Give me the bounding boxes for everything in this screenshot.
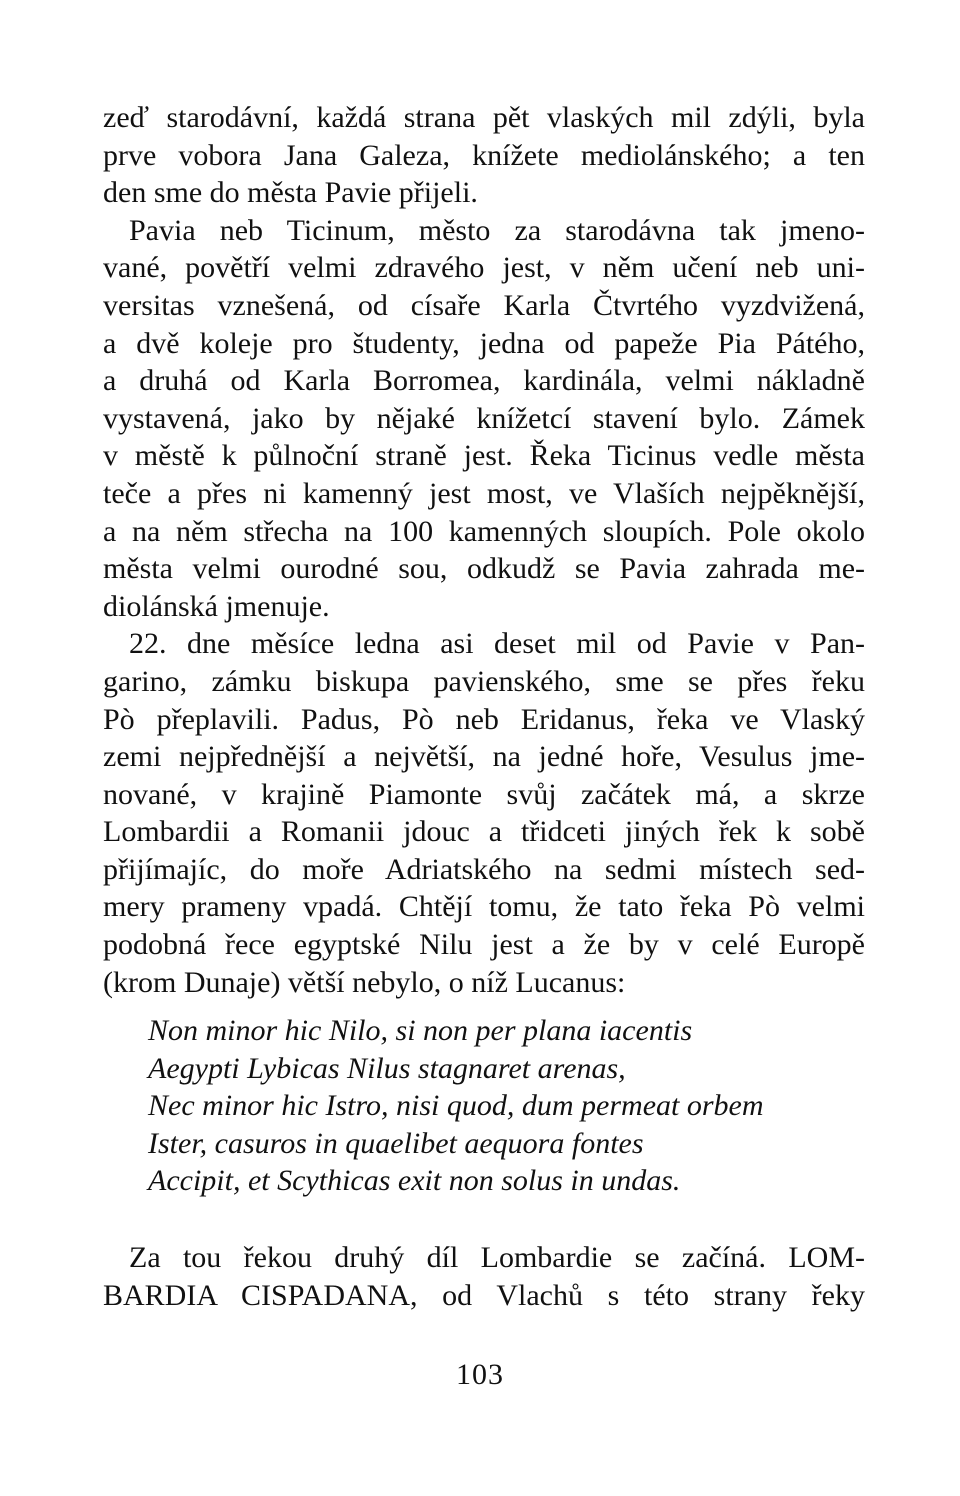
- text-line: Za tou řekou druhý díl Lombardie se začíná. LOM-: [129, 1241, 865, 1274]
- text-line: diolánská jmenuje.: [103, 589, 330, 623]
- text-line: mery prameny vpadá. Chtějí tomu, že tato řeka Pò velmi: [103, 890, 865, 924]
- text-line: Lombardii a Romanii jdouc a třidceti jiných řek k sobě: [103, 815, 865, 849]
- text-line: zeď starodávní, každá strana pět vlaských mil zdýli, byla: [103, 101, 865, 134]
- text-line: den sme do města Pavie přijeli.: [103, 176, 478, 210]
- text-line: vané, povětří velmi zdravého jest, v něm učení neb uni-: [103, 251, 865, 285]
- verse-line: Ister, casuros in quaelibet aequora fontes: [148, 1126, 644, 1160]
- text-line: a dvě koleje pro študenty, jedna od papeže Pia Pátého,: [103, 326, 865, 360]
- text-line: versitas vznešená, od císaře Karla Čtvrtého vyzdvižená,: [103, 288, 865, 322]
- text-line: a druhá od Karla Borromea, kardinála, velmi nákladně: [103, 364, 865, 398]
- verse-quotation: [148, 1012, 868, 1200]
- text-line: prve vobora Jana Galeza, knížete mediolánského; a ten: [103, 138, 865, 172]
- text-line: podobná řece egyptské Nilu jest a že by v celé Europě: [103, 928, 865, 962]
- verse-line: Nec minor hic Istro, nisi quod, dum permeat orbem: [148, 1089, 764, 1123]
- verse-line: Accipit, et Scythicas exit non solus in undas.: [148, 1164, 681, 1198]
- text-line: 22. dne měsíce ledna asi deset mil od Pavie v Pan-: [129, 627, 865, 661]
- verse-line: Aegypti Lybicas Nilus stagnaret arenas,: [148, 1051, 626, 1085]
- text-line: města velmi ourodné sou, odkudž se Pavia zahrada me-: [103, 552, 865, 586]
- text-line: přijímajíc, do moře Adriatského na sedmi místech sed-: [103, 852, 865, 886]
- text-line: zemi nejpřednější a největší, na jedné hoře, Vesulus jme-: [103, 740, 865, 774]
- text-line: Pavia neb Ticinum, město za starodávna tak jmeno-: [129, 213, 865, 247]
- text-line: nované, v krajině Piamonte svůj začátek má, a skrze: [103, 777, 865, 811]
- main-text-block: [103, 99, 865, 1001]
- text-line: v městě k půlnoční straně jest. Řeka Ticinus vedle města: [103, 439, 865, 473]
- text-line: teče a přes ni kamenný jest most, ve Vlaších nejpěknější,: [103, 476, 865, 510]
- verse-line: Non minor hic Nilo, si non per plana iacentis: [148, 1014, 693, 1047]
- text-line: BARDIA CISPADANA, od Vlachů s této strany řeky: [103, 1278, 865, 1312]
- text-line: (krom Dunaje) větší nebylo, o níž Lucanus:: [103, 965, 626, 999]
- text-line: vystavená, jako by nějaké knížetcí stavení bylo. Zámek: [103, 401, 865, 435]
- text-line: garino, zámku biskupa pavienského, sme se přes řeku: [103, 664, 865, 698]
- page-number: 103: [456, 1358, 504, 1391]
- continuation-text-block: [103, 1239, 865, 1314]
- text-line: a na něm střecha na 100 kamenných sloupích. Pole okolo: [103, 514, 865, 548]
- text-line: Pò přeplavili. Padus, Pò neb Eridanus, řeka ve Vlaský: [103, 702, 865, 736]
